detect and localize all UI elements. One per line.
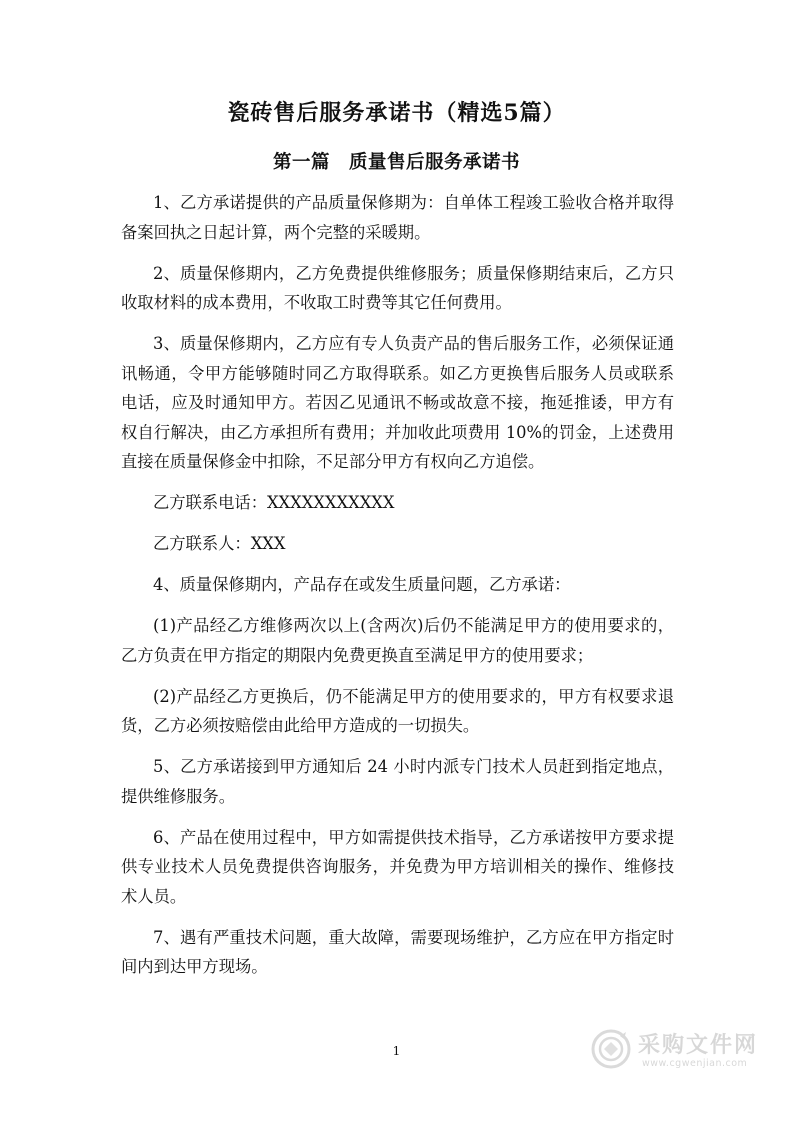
document-body bbox=[121, 188, 674, 993]
contact-phone: 乙方联系电话：XXXXXXXXXXX bbox=[153, 493, 395, 512]
document-title: 瓷砖售后服务承诺书（精选5篇） bbox=[227, 100, 566, 126]
cgwenjian-logo-icon bbox=[590, 1028, 632, 1070]
paragraph-4-item-1: (1)产品经乙方维修两次以上(含两次)后仍不能满足甲方的使用要求的，乙方负责在甲方指定的期限内免费更换直至满足甲方的使用要求； bbox=[121, 616, 674, 665]
paragraph-4: 4、质量保修期内，产品存在或发生质量问题，乙方承诺： bbox=[153, 575, 571, 594]
paragraph-6: 6、产品在使用过程中，甲方如需提供技术指导，乙方承诺按甲方要求提供专业技术人员免费提供咨询服务，并免费为甲方培训相关的操作、维修技术人员。 bbox=[121, 827, 674, 906]
paragraph-3: 3、质量保修期内，乙方应有专人负责产品的售后服务工作，必须保证通讯畅通，令甲方能够随时同乙方取得联系。如乙方更换售后服务人员或联系电话，应及时通知甲方。若因乙见通讯不畅或故意不接，拖延推诿，甲方有权自行解决，由乙方承担所有费用；并加收此项费用 10%的罚金，上述费用直接在质量保修金中扣除，不足部分甲方有权向乙方追偿。 bbox=[121, 334, 674, 471]
paragraph-7: 7、遇有严重技术问题，重大故障，需要现场维护，乙方应在甲方指定时间内到达甲方现场。 bbox=[121, 927, 674, 976]
watermark-name: 采购文件网 bbox=[638, 1033, 759, 1058]
paragraph-1: 1、乙方承诺提供的产品质量保修期为：自单体工程竣工验收合格并取得备案回执之日起计算，两个完整的采暖期。 bbox=[121, 193, 674, 242]
watermark-url: www.cgwenjian.com bbox=[642, 1058, 748, 1069]
page-number: 1 bbox=[392, 1044, 401, 1058]
paragraph-2: 2、质量保修期内，乙方免费提供维修服务；质量保修期结束后，乙方只收取材料的成本费用，不收取工时费等其它任何费用。 bbox=[121, 263, 674, 312]
watermark bbox=[590, 1026, 770, 1074]
chapter-title: 第一篇 质量售后服务承诺书 bbox=[272, 152, 520, 173]
paragraph-5: 5、乙方承诺接到甲方通知后 24 小时内派专门技术人员赶到指定地点，提供维修服务。 bbox=[121, 757, 674, 806]
contact-person: 乙方联系人：XXX bbox=[153, 534, 286, 553]
paragraph-4-item-2: (2)产品经乙方更换后，仍不能满足甲方的使用要求的，甲方有权要求退货，乙方必须按赔偿由此给甲方造成的一切损失。 bbox=[121, 686, 674, 735]
